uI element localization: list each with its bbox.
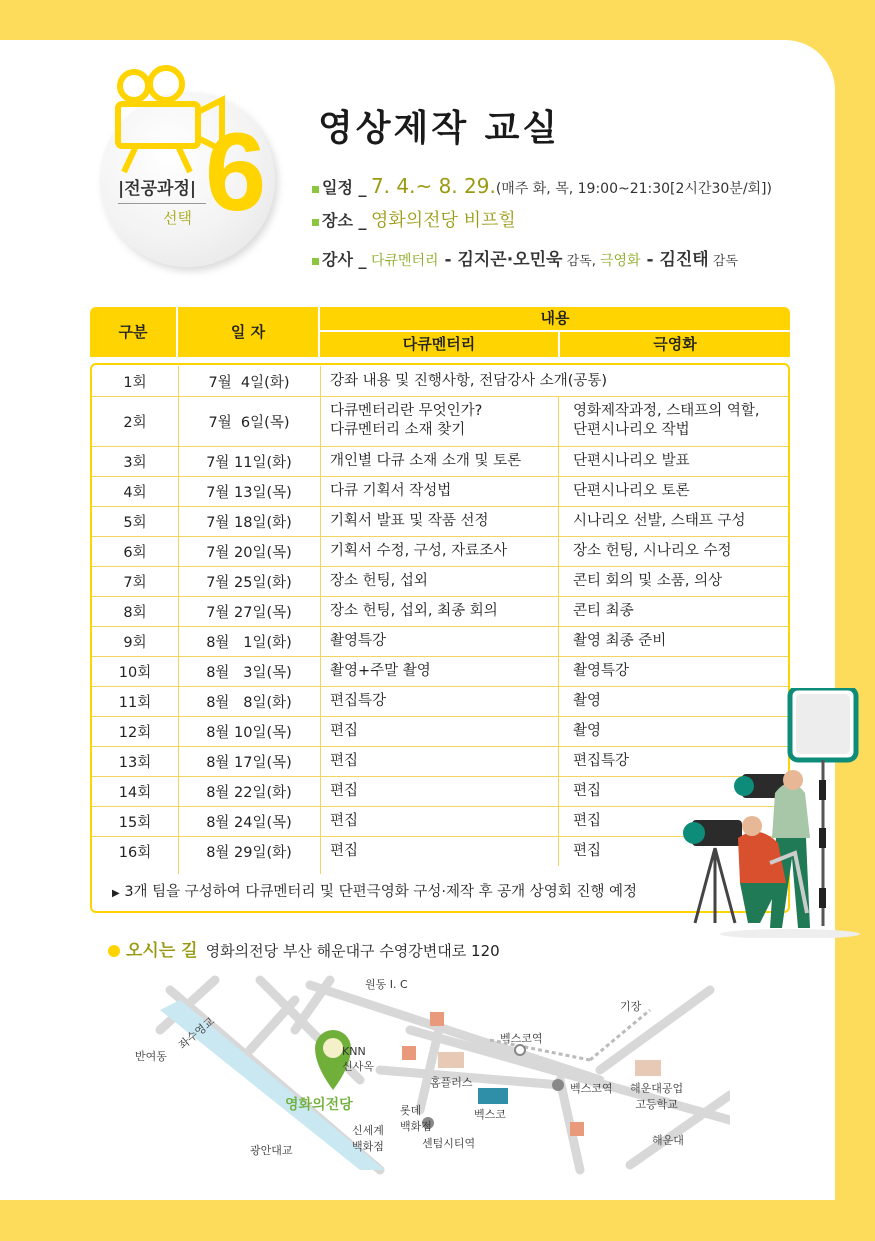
bullet-square-icon — [312, 258, 319, 265]
column-divider — [558, 506, 559, 536]
session-cell: 5회 — [123, 514, 147, 531]
map-label-wondong: 원동 I. C — [365, 978, 408, 991]
page-title: 영상제작 교실 — [318, 108, 561, 149]
session-cell: 14회 — [118, 784, 152, 801]
bullet-square-icon — [312, 186, 319, 193]
column-divider — [558, 716, 559, 746]
column-divider — [558, 836, 559, 866]
documentary-cell: 촬영특강 — [330, 632, 387, 649]
lecturer-label: 강사 _ — [322, 250, 367, 269]
documentary-cell: 기획서 수정, 구성, 자료조사 — [330, 542, 508, 559]
schedule-value: 7. 4.~ 8. 29. — [370, 174, 496, 198]
column-divider — [558, 806, 559, 836]
schedule-detail: (매주 화, 목, 19:00~21:30[2시간30분/회]) — [495, 181, 772, 197]
bullet-square-icon — [312, 219, 319, 226]
drama-lecturer: - 김진태 — [640, 250, 709, 270]
session-cell: 12회 — [118, 724, 152, 741]
column-divider — [558, 746, 559, 776]
column-divider — [558, 626, 559, 656]
doc-suffix: 감독, — [562, 254, 600, 269]
session-cell: 11회 — [118, 694, 152, 711]
drama-cell: 단편시나리오 발표 — [573, 452, 690, 469]
date-cell: 8월 8일(화) — [206, 694, 292, 711]
directions-venue: 영화의전당 — [205, 942, 279, 960]
date-cell: 7월 13일(목) — [206, 484, 292, 501]
location-dot-icon — [108, 945, 120, 957]
map-label-gwangan: 광안대교 — [250, 1144, 293, 1157]
table-row — [92, 476, 788, 507]
date-cell: 8월 29일(화) — [206, 844, 292, 861]
documentary-cell: 편집 — [330, 722, 359, 739]
column-divider — [558, 396, 559, 446]
drama-cell: 편집 — [573, 812, 602, 829]
place-label: 장소 _ — [322, 211, 367, 230]
map-label-bexco-station: 벡스코역 — [570, 1082, 613, 1095]
session-cell: 1회 — [123, 374, 147, 391]
documentary-cell: 편집특강 — [330, 692, 387, 709]
column-divider — [558, 596, 559, 626]
date-cell: 7월 4일(화) — [208, 374, 290, 391]
map-label-haeundae: 해운대 — [652, 1134, 684, 1147]
session-cell: 9회 — [123, 634, 147, 651]
map-label-bexco-station-top: 벡스코역 — [500, 1032, 543, 1045]
schedule-label: 일정 _ — [322, 178, 367, 197]
drama-cell: 장소 헌팅, 시나리오 수정 — [573, 542, 732, 559]
drama-suffix: 감독 — [708, 254, 738, 269]
column-divider — [558, 536, 559, 566]
map-label-shinsegae: 신세계 백화점 — [352, 1124, 384, 1153]
session-cell: 7회 — [123, 574, 147, 591]
documentary-cell: 다큐멘터리란 무엇인가? 다큐멘터리 소재 찾기 — [330, 403, 483, 438]
drama-cell: 촬영 — [573, 722, 602, 739]
session-cell: 15회 — [118, 814, 152, 831]
session-cell: 2회 — [123, 414, 147, 431]
directions-label: 오시는 길 — [126, 941, 198, 961]
place-line — [312, 206, 516, 232]
header-drama: 극영화 — [560, 332, 790, 357]
drama-cell: 편집 — [573, 842, 602, 859]
date-cell: 7월 20일(목) — [206, 544, 292, 561]
table-note-text: 3개 팀을 구성하여 다큐멘터리 및 단편극영화 구성·제작 후 공개 상영회 진행 예정 — [124, 884, 638, 900]
drama-cell: 단편시나리오 토론 — [573, 482, 690, 499]
documentary-cell: 다큐 기획서 작성법 — [330, 482, 452, 499]
date-cell: 8월 17일(목) — [206, 754, 292, 771]
column-divider — [558, 476, 559, 506]
table-row — [92, 446, 788, 477]
map-label-knn: KNN 신사옥 — [342, 1045, 374, 1073]
header-session: 구분 — [90, 307, 176, 357]
location-map — [130, 970, 730, 1185]
table-row — [92, 656, 788, 687]
column-divider — [558, 776, 559, 806]
badge-divider — [118, 203, 206, 204]
drama-cell: 촬영 — [573, 692, 602, 709]
drama-cell: 영화제작과정, 스태프의 역할, 단편시나리오 작법 — [573, 403, 760, 438]
documentary-cell: 기획서 발표 및 작품 선정 — [330, 512, 489, 529]
documentary-cell: 편집 — [330, 842, 359, 859]
directions-address: 부산 해운대구 수영강변대로 120 — [282, 942, 500, 960]
map-label-homeplus: 홈플러스 — [430, 1076, 473, 1089]
drama-cell: 콘티 회의 및 소품, 의상 — [573, 572, 723, 589]
map-label-venue: 영화의전당 — [285, 1097, 353, 1113]
column-divider — [558, 446, 559, 476]
header-content: 내용 — [320, 307, 790, 330]
session-cell: 13회 — [118, 754, 152, 771]
date-cell: 7월 18일(화) — [206, 514, 292, 531]
lecturer-line — [312, 245, 738, 270]
table-row — [92, 596, 788, 627]
schedule-line — [312, 174, 772, 198]
header-documentary: 다큐멘터리 — [320, 332, 558, 357]
documentary-cell: 개인별 다큐 소재 소개 및 토론 — [330, 452, 522, 469]
documentary-cell: 편집 — [330, 812, 359, 829]
badge-number: 6 — [205, 111, 267, 234]
drama-label: 극영화 — [599, 253, 641, 269]
documentary-cell: 장소 헌팅, 섭외 — [330, 572, 428, 589]
drama-cell — [573, 366, 788, 396]
session-cell: 16회 — [118, 844, 152, 861]
date-cell: 7월 27일(목) — [206, 604, 292, 621]
table-note — [112, 880, 637, 901]
documentary-cell: 편집 — [330, 782, 359, 799]
documentary-cell: 촬영+주말 촬영 — [330, 662, 431, 679]
map-label-jwasuyeonggyo: 좌수영교 — [176, 1014, 218, 1053]
column-divider — [558, 566, 559, 596]
table-row — [92, 506, 788, 537]
drama-cell: 콘티 최종 — [573, 602, 634, 619]
map-label-haeundae-school: 해운대공업 고등학교 — [630, 1082, 684, 1111]
column-divider — [320, 366, 321, 874]
map-label-gijang: 기장 — [620, 1000, 642, 1013]
header-date: 일 자 — [178, 307, 318, 357]
documentary-cell: 강좌 내용 및 진행사항, 전담강사 소개(공통) — [330, 372, 608, 389]
drama-cell: 촬영 최종 준비 — [573, 632, 667, 649]
map-label-lotte: 롯데 백화점 — [400, 1104, 432, 1133]
place-value: 영화의전당 비프힐 — [370, 210, 516, 231]
date-cell: 8월 1일(화) — [206, 634, 292, 651]
map-label-banyeodong: 반여동 — [135, 1050, 167, 1063]
date-cell: 8월 3일(목) — [206, 664, 292, 681]
directions-heading — [108, 936, 500, 961]
triangle-bullet-icon: ▶ — [112, 888, 120, 899]
session-cell: 3회 — [123, 454, 147, 471]
documentary-cell: 장소 헌팅, 섭외, 최종 회의 — [330, 602, 498, 619]
table-row — [92, 566, 788, 597]
column-divider — [558, 686, 559, 716]
table-row — [92, 396, 788, 447]
badge-select-label: 선택 — [163, 209, 192, 227]
table-row — [92, 626, 788, 657]
documentary-cell: 편집 — [330, 752, 359, 769]
doc-label: 다큐멘터리 — [370, 253, 439, 269]
session-cell: 6회 — [123, 544, 147, 561]
map-label-bexco: 벡스코 — [474, 1108, 506, 1121]
date-cell: 7월 25일(화) — [206, 574, 292, 591]
table-row — [92, 536, 788, 567]
drama-cell: 촬영특강 — [573, 662, 630, 679]
date-cell: 7월 6일(목) — [208, 414, 290, 431]
session-cell: 8회 — [123, 604, 147, 621]
badge-course-label: |전공과정| — [118, 179, 197, 199]
column-divider — [178, 366, 179, 874]
doc-lecturers: - 김지곤·오민욱 — [438, 250, 563, 270]
column-divider — [558, 656, 559, 686]
session-cell: 10회 — [118, 664, 152, 681]
session-cell: 4회 — [123, 484, 147, 501]
drama-cell: 시나리오 선발, 스태프 구성 — [573, 512, 746, 529]
date-cell: 8월 24일(목) — [206, 814, 292, 831]
date-cell: 8월 10일(목) — [206, 724, 292, 741]
map-label-centum: 센텀시티역 — [422, 1137, 476, 1150]
drama-cell: 편집 — [573, 782, 602, 799]
date-cell: 7월 11일(화) — [206, 454, 292, 471]
table-row — [92, 366, 788, 397]
camera-crew-illustration — [680, 688, 860, 938]
drama-cell: 편집특강 — [573, 752, 630, 769]
date-cell: 8월 22일(화) — [206, 784, 292, 801]
